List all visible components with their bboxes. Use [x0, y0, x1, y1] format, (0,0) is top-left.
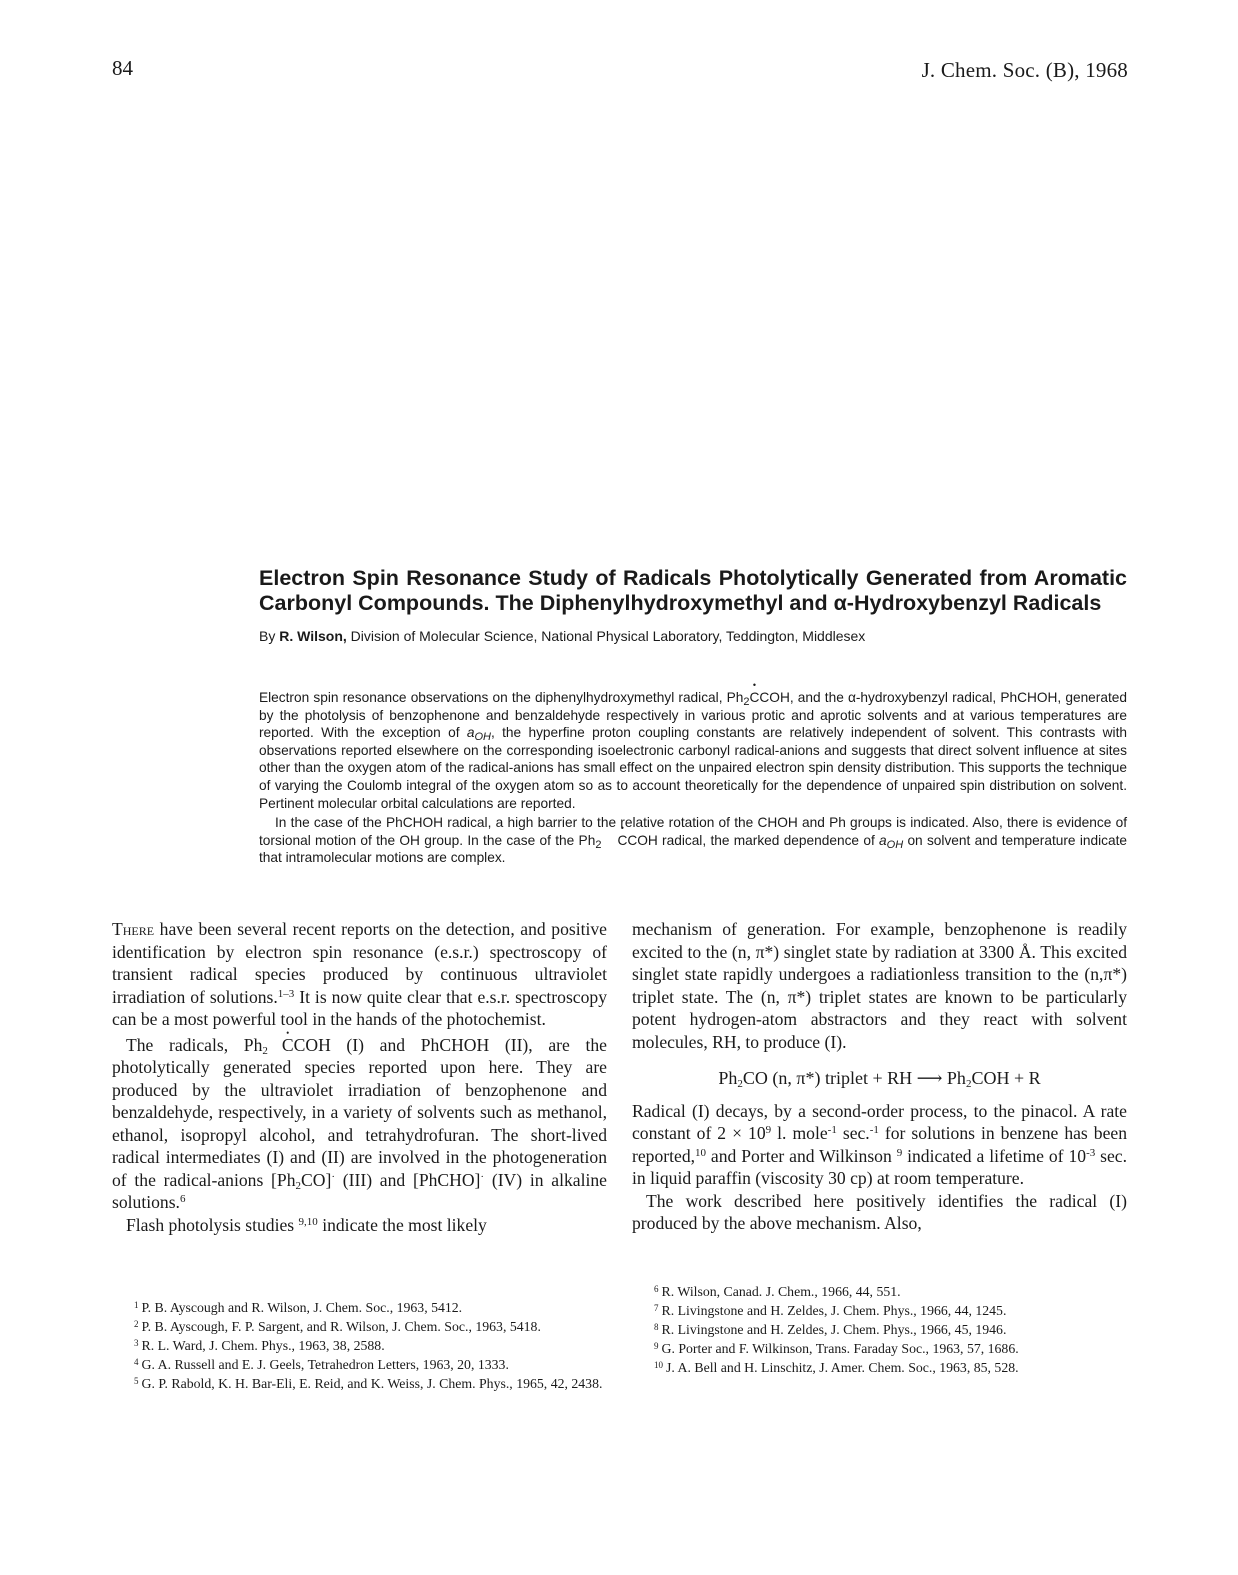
body-text: Radical (I) decays, by a second-order process, to the pinacol. A rate constant of 2 × 10: [632, 1100, 1127, 1143]
body-text: CO]: [301, 1169, 332, 1190]
abstract-text: COH, and the α-hydroxybenzyl radical, PhCHOH, generated by the photolysis of benzophenone and benzaldehyde respectively in various protic and aprotic solvents and at various temperatures are reported. With the exception of: [259, 690, 1127, 741]
footnote: $^4$ G. A. Russell and E. J. Geels, Tetrahedron Letters, 1963, 20, 1333.: [134, 1357, 509, 1372]
title-block: [259, 566, 1127, 644]
reference-marker: 1–3: [277, 987, 295, 1000]
footnote: $^{10}$ J. A. Bell and H. Linschitz, J. Amer. Chem. Soc., 1963, 85, 528.: [654, 1360, 1019, 1375]
abstract-text: COH radical, the marked dependence of: [627, 832, 880, 848]
abstract-text: Electron spin resonance observations on the diphenylhydroxymethyl radical, Ph: [259, 690, 744, 705]
footnotes-left: [112, 1297, 607, 1392]
body-text: It is now quite clear that e.s.r. spectroscopy can be a most powerful tool in the hands of the photochemist.: [112, 986, 607, 1029]
abstract-paragraph-1: Electron spin resonance observations on the diphenylhydroxymethyl radical, $Ph_2C$ •COH, and the α-hydroxybenzyl radical, PhCHOH, generated by the photolysis of benzophenone and benzaldehyde respectively in various protic and aprotic solvents and at various temperatures are reported. With the exception of $a_{OH}$, the hyperfine proton coupling constants are relatively independent of solvent. This contrasts with observations reported elsewhere on the corresponding isoelectronic carbonyl radical-anions and suggests that direct solvent influence at sites other than the oxygen atom of the radical-anions has small effect on the unpaired electron spin density distribution. This supports the technique of varying the Coulomb integral of the oxygen atom so as to account theoretically for the dependence of unpaired spin distribution on solvent. Pertinent molecular orbital calculations are reported.: [259, 689, 1127, 812]
author-affiliation: Division of Molecular Science, National Physical Laboratory, Teddington, Middlesex: [350, 628, 866, 644]
abstract-paragraph-2: In the case of the PhCHOH radical, a high barrier to the relative rotation of the CHOH and Ph groups is indicated. Also, there is evidence of torsional motion of the OH group. In the case of the $Ph_2$ C •COH radical, the marked dependence of $a_{OH}$ on solvent and temperature indicate that intramolecular motions are complex.: [259, 814, 1127, 867]
body-text: The radicals, Ph: [126, 1034, 263, 1055]
body-text: indicate the most likely: [317, 1214, 487, 1235]
body-paragraph: [112, 918, 607, 1031]
body-paragraph: The work described here positively identifies the radical (I) produced by the above mechanism. Also,: [632, 1190, 1127, 1233]
body-paragraph: [112, 1214, 607, 1237]
reference-marker: 10: [695, 1146, 707, 1159]
body-paragraph: mechanism of generation. For example, benzophenone is readily excited to the (n, π*) singlet state by radiation at 3300 Å. This excited singlet state rapidly undergoes a radiationless transition to the (n,π*) triplet state. The (n, π*) triplet states are known to be particularly potent hydrogen-atom abstractors and they react with solvent molecules, RH, to produce (I).: [632, 919, 1127, 1052]
body-text: sec. in liquid paraffin (viscosity 30 cp) at room temperature.: [632, 1145, 1128, 1188]
body-text: COH (I) and PhCHOH (II), are the photolytically generated species reported upon here. They are produced by the ultraviolet irradiation of benzophenone and benzaldehyde, respectively, in a variety of solvents such as methanol, ethanol, isopropyl alcohol, and tetrahydrofuran. The short-lived radical intermediates (I) and (II) are involved in the photogeneration of the radical-anions [Ph: [112, 1034, 607, 1190]
abstract-text: , the hyperfine proton coupling constants are relatively independent of solvent. This contrasts with observations reported elsewhere on the corresponding isoelectronic carbonyl radical-anions and suggests that direct solvent influence at sites other than the oxygen atom of the radical-anions has small effect on the unpaired electron spin density distribution. This supports the technique of varying the Coulomb integral of the oxygen atom so as to account theoretically for the dependence of unpaired spin distribution on solvent. Pertinent molecular orbital calculations are reported.: [259, 725, 1127, 811]
body-text: Flash photolysis studies: [126, 1214, 299, 1235]
body-text: l. mole: [771, 1123, 828, 1143]
footnote: $^8$ R. Livingstone and H. Zeldes, J. Chem. Phys., 1966, 45, 1946.: [654, 1322, 1007, 1337]
abstract: [259, 689, 1127, 867]
reference-marker: 6: [179, 1193, 186, 1205]
abstract-text: In the case of the PhCHOH radical, a high barrier to the relative rotation of the CHOH and Ph groups is indicated. Also, there is evidence of torsional motion of the OH group. In the case of the Ph: [259, 815, 1127, 848]
body-text: sec.: [836, 1123, 870, 1143]
body-text: (IV) in alkaline solutions.: [112, 1169, 607, 1212]
footnote: $^7$ R. Livingstone and H. Zeldes, J. Chem. Phys., 1966, 44, 1245.: [654, 1303, 1007, 1318]
byline-by: By: [259, 628, 276, 644]
footnote: $^1$ P. B. Ayscough and R. Wilson, J. Chem. Soc., 1963, 5412.: [134, 1300, 463, 1315]
footnotes-right: [632, 1281, 1127, 1376]
body-text: for solutions in benzene has been reported,: [632, 1123, 1128, 1166]
body-column-left: [112, 918, 607, 1236]
body-text: have been several recent reports on the detection, and positive identification by electron spin resonance (e.s.r.) spectroscopy of transient radical species produced by continuous ultraviolet irradiation of solutions.: [112, 919, 607, 1007]
body-text: (III) and [PhCHO]: [335, 1169, 481, 1190]
body-paragraph: Radical (I) decays, by a second-order process, to the pinacol. A rate constant of $2 \times 10^9$ l. mole$^{-1}$ sec.$^{-1}$ for solutions in benzene has been reported,$^{10}$ and Porter and Wilkinson $^9$ indicated a lifetime of $10^{-3}$ sec. in liquid paraffin (viscosity 30 cp) at room temperature.: [632, 1100, 1128, 1188]
footnote: $^5$ G. P. Rabold, K. H. Bar-Eli, E. Reid, and K. Weiss, J. Chem. Phys., 1965, 42, 2438.: [134, 1376, 603, 1391]
footnote: $^9$ G. Porter and F. Wilkinson, Trans. Faraday Soc., 1963, 57, 1686.: [654, 1341, 1019, 1356]
footnote: $^2$ P. B. Ayscough, F. P. Sargent, and R. Wilson, J. Chem. Soc., 1963, 5418.: [134, 1319, 541, 1334]
paper-title: Electron Spin Resonance Study of Radicals Photolytically Generated from Aromatic Carbonyl Compounds. The Diphenylhydroxymethyl and α-Hydroxybenzyl Radicals: [259, 566, 1127, 615]
body-column-right: [632, 918, 1127, 1235]
a-oh-symbol: $a_{OH}$: [879, 832, 904, 851]
reference-marker: 9,10: [298, 1215, 318, 1228]
byline: [259, 628, 1127, 644]
reaction-equation: $Ph_2CO$ (n, π*) triplet + RH ⟶ $Ph_2COH + R$: [718, 1068, 1041, 1090]
author-name: R. Wilson,: [279, 628, 347, 644]
a-oh-symbol: $a_{OH}$: [466, 725, 491, 744]
footnote: $^3$ R. L. Ward, J. Chem. Phys., 1963, 38, 2588.: [134, 1338, 385, 1353]
body-text: indicated a lifetime of 10: [902, 1145, 1087, 1166]
journal-reference: J. Chem. Soc. (B), 1968: [921, 58, 1128, 82]
lead-word: There: [112, 919, 155, 939]
abstract-text: on solvent and temperature indicate that intramolecular motions are complex.: [259, 832, 1127, 866]
page-number: 84: [112, 56, 133, 80]
footnote: $^6$ R. Wilson, Canad. J. Chem., 1966, 44, 551.: [654, 1284, 901, 1299]
body-paragraph: The radicals, $Ph_2$ C •COH (I) and PhCHOH (II), are the photolytically generated species reported upon here. They are produced by the ultraviolet irradiation of benzophenone and benzaldehyde, respectively, in a variety of solvents such as methanol, ethanol, isopropyl alcohol, and tetrahydrofuran. The short-lived radical intermediates (I) and (II) are involved in the photogeneration of the radical-anions $[Ph_2CO]^\cdot$ (III) and [PhCHO]· (IV) in alkaline solutions.$^6$: [112, 1034, 607, 1214]
reference-marker: 9: [896, 1146, 903, 1159]
body-text: and Porter and Wilkinson: [706, 1145, 897, 1166]
